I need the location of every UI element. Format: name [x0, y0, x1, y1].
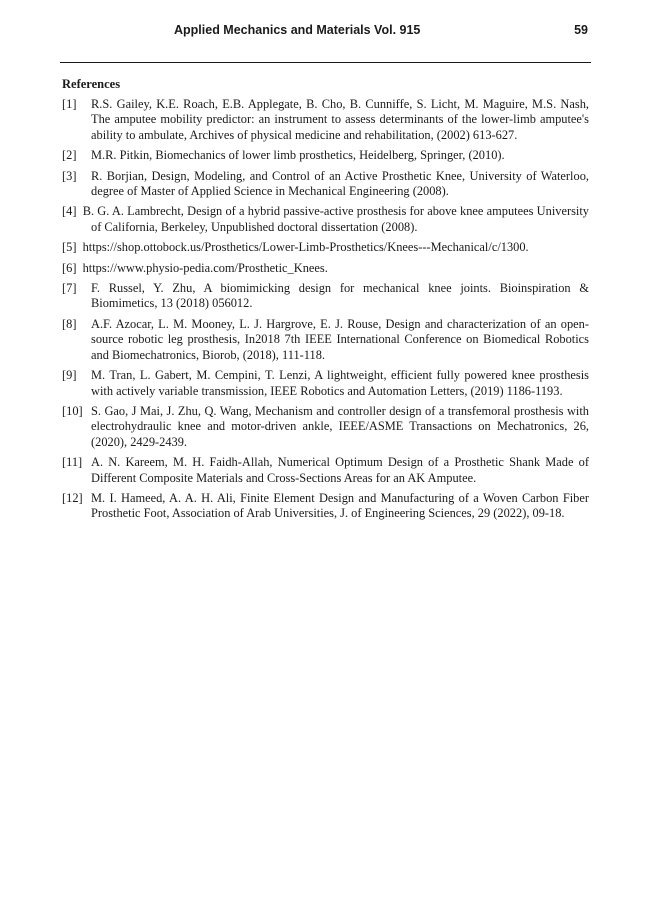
reference-item: [62, 455, 589, 486]
reference-list: [62, 97, 589, 527]
reference-item: [62, 261, 589, 276]
reference-item: [62, 204, 589, 235]
reference-item: [62, 404, 589, 450]
reference-item: [62, 169, 589, 200]
reference-text: F. Russel, Y. Zhu, A biomimicking design for mechanical knee joints. Bioinspiration & Biomimetics, 13 (2018) 056012.: [91, 281, 589, 311]
reference-item: [62, 317, 589, 363]
reference-text: S. Gao, J Mai, J. Zhu, Q. Wang, Mechanism and controller design of a transfemoral prosthesis with electrohydraulic knee and motor-driven ankle, IEEE/ASME Transactions on Mechatronics, 26, (2020), 2429-2439.: [91, 403, 589, 449]
reference-item: [62, 148, 589, 163]
header-rule: [60, 62, 591, 63]
reference-number: [7]: [62, 281, 77, 296]
reference-item: [62, 97, 589, 143]
reference-number: [9]: [62, 368, 77, 383]
running-header: [60, 22, 590, 42]
reference-text: A.F. Azocar, L. M. Mooney, L. J. Hargrove, E. J. Rouse, Design and characterization of an open-source robotic leg prosthesis, In2018 7th IEEE International Conference on Biomedical Robotics and Biomechatronics, Biorob, (2018), 111-118.: [91, 316, 589, 362]
reference-text: B. G. A. Lambrecht, Design of a hybrid passive-active prosthesis for above knee amputees University of California, Berkeley, Unpublished doctoral dissertation (2008).: [82, 204, 589, 234]
reference-item: [62, 240, 589, 255]
reference-text: R.S. Gailey, K.E. Roach, E.B. Applegate, B. Cho, B. Cunniffe, S. Licht, M. Maguire, M.S. Nash, The amputee mobility predictor: an instrument to assess determinants of the lower-limb amputee's ability to ambulate, Archives of physical medicine and rehabilitation, (2002) 613-627.: [91, 97, 589, 142]
reference-number: [2]: [62, 148, 77, 163]
reference-number: [6]: [62, 260, 77, 275]
reference-text: A. N. Kareem, M. H. Faidh-Allah, Numerical Optimum Design of a Prosthetic Shank Made of Different Composite Materials and Cross-Sections Areas for an AK Amputee.: [91, 455, 589, 485]
reference-number: [8]: [62, 316, 77, 331]
reference-link[interactable]: https://www.physio-pedia.com/Prosthetic_Knees.: [82, 260, 328, 275]
references-heading: References: [62, 77, 121, 91]
reference-number: [10]: [62, 403, 83, 418]
reference-number: [11]: [62, 455, 83, 470]
reference-number: [1]: [62, 97, 77, 111]
reference-item: [62, 368, 589, 399]
reference-number: [12]: [62, 490, 83, 505]
reference-number: [3]: [62, 168, 77, 183]
reference-number: [4]: [62, 204, 77, 219]
page-number: 59: [574, 23, 588, 37]
reference-text: M.R. Pitkin, Biomechanics of lower limb prosthetics, Heidelberg, Springer, (2010).: [91, 148, 505, 163]
reference-text: R. Borjian, Design, Modeling, and Control of an Active Prosthetic Knee, University of Waterloo, degree of Master of Applied Science in Mechanical Engineering (2008).: [91, 168, 589, 199]
reference-text: M. I. Hameed, A. A. H. Ali, Finite Element Design and Manufacturing of a Woven Carbon Fiber Prosthetic Foot, Association of Arab Universities, J. of Engineering Sciences, 29 (2022), 09-18.: [91, 490, 589, 521]
reference-item: [62, 491, 589, 522]
reference-number: [5]: [62, 240, 77, 255]
reference-item: [62, 281, 589, 312]
journal-title: Applied Mechanics and Materials Vol. 915: [174, 23, 421, 37]
reference-text: M. Tran, L. Gabert, M. Cempini, T. Lenzi, A lightweight, efficient fully powered knee prosthesis with actively variable transmission, IEEE Robotics and Automation Letters, (2019) 1186-1193.: [91, 368, 589, 398]
reference-link[interactable]: https://shop.ottobock.us/Prosthetics/Lower-Limb-Prosthetics/Knees---Mechanical/c/1300.: [82, 240, 529, 255]
